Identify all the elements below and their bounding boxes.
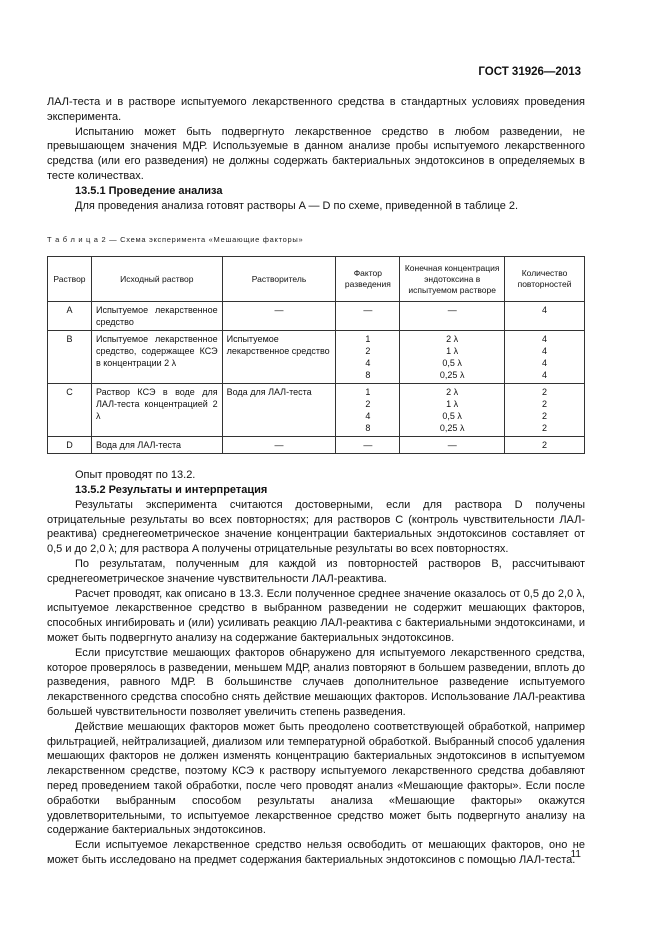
table-row <box>48 384 585 437</box>
cell-replicates <box>505 302 585 331</box>
cell-solvent: Вода для ЛАЛ-теста <box>222 384 336 437</box>
paragraph: Для проведения анализа готовят растворы A — D по схеме, приведенной в таблице 2. <box>75 199 519 212</box>
column-header: Конечная концентрация эндотоксина в испытуемом растворе <box>400 257 505 302</box>
cell-endotoxin-concentration-value: — <box>447 440 457 451</box>
cell-endotoxin-concentration <box>400 331 505 384</box>
cell-endotoxin-concentration-value: 2 λ <box>446 334 459 345</box>
cell-dilution-factor-value: — <box>363 440 373 451</box>
cell-dilution-factor-value: 4 <box>365 411 371 422</box>
column-header: Растворитель <box>222 257 336 302</box>
cell-replicates-value: 2 <box>542 399 548 410</box>
section-heading-13-5-1: 13.5.1 Проведение анализа <box>75 184 223 197</box>
cell-dilution-factor-value: — <box>363 305 373 316</box>
cell-dilution-factor-value: 8 <box>365 423 371 434</box>
cell-endotoxin-concentration-value: 2 λ <box>446 387 459 398</box>
cell-replicates <box>505 331 585 384</box>
cell-replicates <box>505 384 585 437</box>
cell-replicates-value: 2 <box>542 411 548 422</box>
table-row <box>48 302 585 331</box>
table-header-row <box>48 257 585 302</box>
cell-endotoxin-concentration-value: 0,5 λ <box>442 411 462 422</box>
paragraph: Испытанию может быть подвергнуто лекарственное средство в любом разведении, не превышающем значения МДР. Используемые в данном анализе пробы испытуемого лекарственного средства (или его разведения) не должны содержать бактериальных эндотоксинов в определяемых в тесте количествах. <box>47 125 585 182</box>
cell-source-solution: Испытуемое лекарственное средство, содержащее КСЭ в концентрации 2 λ <box>91 331 222 384</box>
cell-endotoxin-concentration-value: 0,25 λ <box>439 370 465 381</box>
cell-dilution-factor-value: 4 <box>365 358 371 369</box>
cell-dilution-factor <box>336 437 400 454</box>
cell-endotoxin-concentration <box>400 384 505 437</box>
cell-endotoxin-concentration-value: 1 λ <box>446 399 459 410</box>
column-header: Фактор разведения <box>336 257 400 302</box>
cell-endotoxin-concentration-value: — <box>447 305 457 316</box>
cell-replicates-value: 4 <box>542 346 548 357</box>
cell-dilution-factor <box>336 331 400 384</box>
page-content <box>47 95 585 868</box>
cell-replicates-value: 2 <box>542 423 548 434</box>
column-header: Раствор <box>48 257 92 302</box>
document-id: ГОСТ 31926—2013 <box>478 66 581 78</box>
cell-dilution-factor-value: 8 <box>365 370 371 381</box>
cell-dilution-factor-value: 2 <box>365 346 371 357</box>
cell-endotoxin-concentration-value: 0,5 λ <box>442 358 462 369</box>
cell-source-solution: Испытуемое лекарственное средство <box>91 302 222 331</box>
cell-dilution-factor-value: 1 <box>365 387 371 398</box>
cell-solution: C <box>48 384 92 437</box>
paragraph: Действие мешающих факторов может быть преодолено соответствующей обработкой, например фильтрацией, нейтрализацией, диализом или температурной обработкой. Выбранный способ удаления мешающих факторов не должен изменять концентрацию бактериальных эндотоксинов в испытуемом лекарственном средстве, поэтому КСЭ к раствору испытуемого лекарственного средства добавляют перед проведением такой обработки, после чего проводят анализ «Мешающие факторы». Если после обработки выбранным способом результаты анализа «Мешающие факторы» окажутся удовлетворительными, то испытуемое лекарственное средство может быть подвергнуто анализу на содержание бактериальных эндотоксинов. <box>47 720 585 837</box>
cell-dilution-factor <box>336 384 400 437</box>
cell-source-solution: Раствор КСЭ в воде для ЛАЛ-теста концентрацией 2 λ <box>91 384 222 437</box>
cell-solvent: — <box>222 302 336 331</box>
cell-source-solution: Вода для ЛАЛ-теста <box>91 437 222 454</box>
cell-replicates-value: 2 <box>542 440 548 451</box>
cell-replicates-value: 4 <box>542 305 548 316</box>
column-header: Количество повторностей <box>505 257 585 302</box>
cell-replicates <box>505 437 585 454</box>
cell-replicates-value: 2 <box>542 387 548 398</box>
cell-endotoxin-concentration-value: 0,25 λ <box>439 423 465 434</box>
table-row <box>48 437 585 454</box>
cell-endotoxin-concentration <box>400 437 505 454</box>
cell-dilution-factor-value: 1 <box>365 334 371 345</box>
cell-solution: D <box>48 437 92 454</box>
cell-dilution-factor-value: 2 <box>365 399 371 410</box>
cell-replicates-value: 4 <box>542 334 548 345</box>
cell-solution: A <box>48 302 92 331</box>
paragraph: Результаты эксперимента считаются достоверными, если для раствора D получены отрицательные результаты во всех повторностях; для растворов C (контроль чувствительности ЛАЛ-реактива) среднегеометрическое значение концентрации бактериальных эндотоксинов составляет от 0,5 и до 2,0 λ; для раствора A получены отрицательные результаты во всех повторностях. <box>47 498 585 556</box>
cell-solution: B <box>48 331 92 384</box>
experiment-table <box>47 256 585 454</box>
cell-endotoxin-concentration <box>400 302 505 331</box>
cell-endotoxin-concentration-value: 1 λ <box>446 346 459 357</box>
cell-replicates-value: 4 <box>542 358 548 369</box>
column-header: Исходный раствор <box>91 257 222 302</box>
cell-dilution-factor <box>336 302 400 331</box>
cell-solvent: Испытуемое лекарственное средство <box>222 331 336 384</box>
paragraph: Если присутствие мешающих факторов обнаружено для испытуемого лекарственного средства, которое проверялось в разведении, меньшем МДР, анализ повторяют в большем разведении, вплоть до разведения, равного МДР. В большинстве случаев дополнительное разведение испытуемого лекарственного средства способно снять действие мешающих факторов. Использование ЛАЛ-реактива большей чувствительности позволяет увеличить степень разведения. <box>47 646 585 718</box>
paragraph: Опыт проводят по 13.2. <box>75 469 196 482</box>
cell-solvent: — <box>222 437 336 454</box>
table-row <box>48 331 585 384</box>
paragraph: Расчет проводят, как описано в 13.3. Если полученное среднее значение оказалось от 0,5 до 2,0 λ, испытуемое лекарственное средство в выбранном разведении не содержит мешающих факторов, способных ингибировать и (или) усиливать реакцию ЛАЛ-реактива с бактериальными эндотоксинами, и может быть подвергнуто анализу на содержание бактериальных эндотоксинов. <box>47 587 585 644</box>
paragraph: Если испытуемое лекарственное средство нельзя освободить от мешающих факторов, оно не может быть исследовано на предмет содержания бактериальных эндотоксинов с помощью ЛАЛ-теста. <box>47 839 585 866</box>
paragraph: По результатам, полученным для каждой из повторностей растворов B, рассчитывают среднегеометрическое значение чувствительности ЛАЛ-реактива. <box>47 557 585 585</box>
table-caption: Т а б л и ц а 2 — Схема эксперимента «Мешающие факторы» <box>47 235 304 245</box>
page-number: 11 <box>570 849 581 860</box>
cell-replicates-value: 4 <box>542 370 548 381</box>
paragraph-continued: ЛАЛ-теста и в растворе испытуемого лекарственного средства в стандартных условиях проведения эксперимента. <box>47 96 585 123</box>
section-heading-13-5-2: 13.5.2 Результаты и интерпретация <box>75 483 268 496</box>
